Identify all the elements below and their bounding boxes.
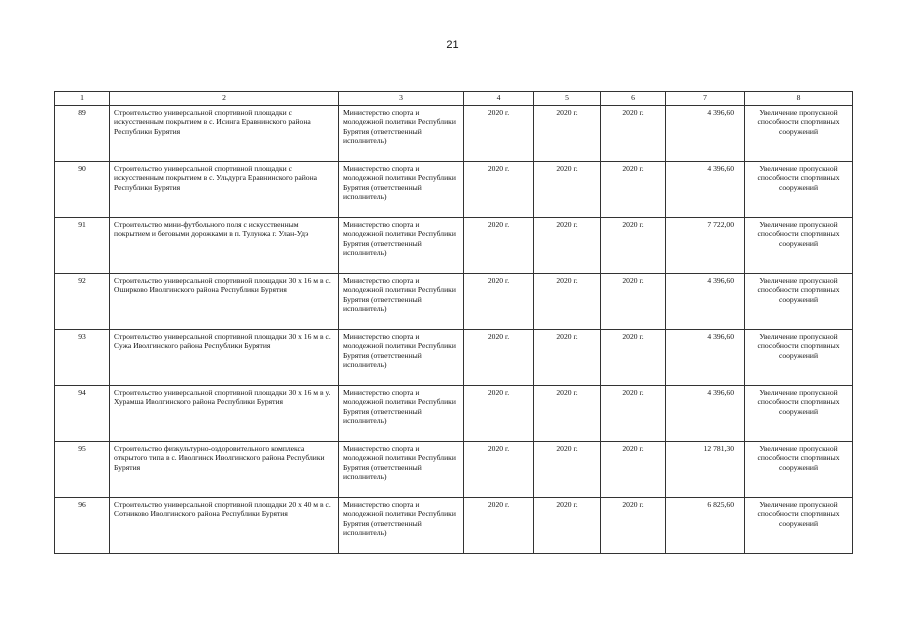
row-number: 96: [55, 498, 110, 554]
year-cell: 2020 г.: [534, 162, 601, 218]
column-header: 2: [110, 92, 339, 106]
event-name: Строительство универсальной спортивной площадки с искусственным покрытием в с. Ульдурга Еравнинского района Республики Бурятия: [110, 162, 339, 218]
row-number: 95: [55, 442, 110, 498]
year-cell: 2020 г.: [534, 498, 601, 554]
amount-cell: 4 396,60: [666, 330, 745, 386]
result-cell: Увеличение пропускной способности спортивных сооружений: [745, 330, 853, 386]
result-cell: Увеличение пропускной способности спортивных сооружений: [745, 106, 853, 162]
year-cell: 2020 г.: [601, 106, 666, 162]
table-row: [55, 386, 853, 442]
year-cell: 2020 г.: [464, 330, 534, 386]
row-number: 94: [55, 386, 110, 442]
year-cell: 2020 г.: [534, 274, 601, 330]
table-row: [55, 218, 853, 274]
event-name: Строительство универсальной спортивной площадки 20 х 40 м в с. Сотниково Иволгинского района Республики Бурятия: [110, 498, 339, 554]
year-cell: 2020 г.: [601, 498, 666, 554]
event-name: Строительство универсальной спортивной площадки 30 х 16 м в с. Сужа Иволгинского района Республики Бурятия: [110, 330, 339, 386]
year-cell: 2020 г.: [464, 386, 534, 442]
year-cell: 2020 г.: [534, 218, 601, 274]
year-cell: 2020 г.: [601, 442, 666, 498]
event-name: Строительство физкультурно-оздоровительного комплекса открытого типа в с. Иволгинск Иволгинского района Республики Бурятия: [110, 442, 339, 498]
page-number: 21: [446, 39, 459, 51]
amount-cell: 4 396,60: [666, 162, 745, 218]
year-cell: 2020 г.: [534, 442, 601, 498]
year-cell: 2020 г.: [464, 274, 534, 330]
year-cell: 2020 г.: [601, 386, 666, 442]
event-name: Строительство универсальной спортивной площадки 30 х 16 м в у. Хурамша Иволгинского района Республики Бурятия: [110, 386, 339, 442]
year-cell: 2020 г.: [601, 330, 666, 386]
year-cell: 2020 г.: [464, 498, 534, 554]
amount-cell: 6 825,60: [666, 498, 745, 554]
executor: Министерство спорта и молодежной политики Республики Бурятия (ответственный исполнитель): [339, 218, 464, 274]
executor: Министерство спорта и молодежной политики Республики Бурятия (ответственный исполнитель): [339, 106, 464, 162]
year-cell: 2020 г.: [534, 330, 601, 386]
executor: Министерство спорта и молодежной политики Республики Бурятия (ответственный исполнитель): [339, 274, 464, 330]
column-header: 1: [55, 92, 110, 106]
program-table: [54, 91, 853, 554]
table-row: [55, 330, 853, 386]
column-header: 7: [666, 92, 745, 106]
year-cell: 2020 г.: [464, 106, 534, 162]
year-cell: 2020 г.: [464, 442, 534, 498]
column-header: 8: [745, 92, 853, 106]
table-row: [55, 106, 853, 162]
row-number: 89: [55, 106, 110, 162]
executor: Министерство спорта и молодежной политики Республики Бурятия (ответственный исполнитель): [339, 498, 464, 554]
table-row: [55, 498, 853, 554]
result-cell: Увеличение пропускной способности спортивных сооружений: [745, 274, 853, 330]
executor: Министерство спорта и молодежной политики Республики Бурятия (ответственный исполнитель): [339, 162, 464, 218]
event-name: Строительство универсальной спортивной площадки с искусственным покрытием в с. Исинга Еравнинского района Республики Бурятия: [110, 106, 339, 162]
result-cell: Увеличение пропускной способности спортивных сооружений: [745, 386, 853, 442]
result-cell: Увеличение пропускной способности спортивных сооружений: [745, 162, 853, 218]
column-header: 6: [601, 92, 666, 106]
year-cell: 2020 г.: [601, 218, 666, 274]
row-number: 93: [55, 330, 110, 386]
event-name: Строительство мини-футбольного поля с искусственным покрытием и беговыми дорожками в п. Тулунжа г. Улан-Удэ: [110, 218, 339, 274]
amount-cell: 7 722,00: [666, 218, 745, 274]
executor: Министерство спорта и молодежной политики Республики Бурятия (ответственный исполнитель): [339, 442, 464, 498]
result-cell: Увеличение пропускной способности спортивных сооружений: [745, 498, 853, 554]
table-row: [55, 274, 853, 330]
header-row: [55, 92, 853, 106]
result-cell: Увеличение пропускной способности спортивных сооружений: [745, 442, 853, 498]
amount-cell: 12 781,30: [666, 442, 745, 498]
column-header: 4: [464, 92, 534, 106]
result-cell: Увеличение пропускной способности спортивных сооружений: [745, 218, 853, 274]
column-header: 3: [339, 92, 464, 106]
executor: Министерство спорта и молодежной политики Республики Бурятия (ответственный исполнитель): [339, 386, 464, 442]
executor: Министерство спорта и молодежной политики Республики Бурятия (ответственный исполнитель): [339, 330, 464, 386]
year-cell: 2020 г.: [534, 386, 601, 442]
amount-cell: 4 396,60: [666, 274, 745, 330]
year-cell: 2020 г.: [534, 106, 601, 162]
year-cell: 2020 г.: [601, 274, 666, 330]
table-row: [55, 162, 853, 218]
row-number: 91: [55, 218, 110, 274]
row-number: 92: [55, 274, 110, 330]
row-number: 90: [55, 162, 110, 218]
amount-cell: 4 396,60: [666, 106, 745, 162]
column-header: 5: [534, 92, 601, 106]
year-cell: 2020 г.: [464, 218, 534, 274]
year-cell: 2020 г.: [601, 162, 666, 218]
amount-cell: 4 396,60: [666, 386, 745, 442]
year-cell: 2020 г.: [464, 162, 534, 218]
table-row: [55, 442, 853, 498]
event-name: Строительство универсальной спортивной площадки 30 х 16 м в с. Оширково Иволгинского района Республики Бурятия: [110, 274, 339, 330]
